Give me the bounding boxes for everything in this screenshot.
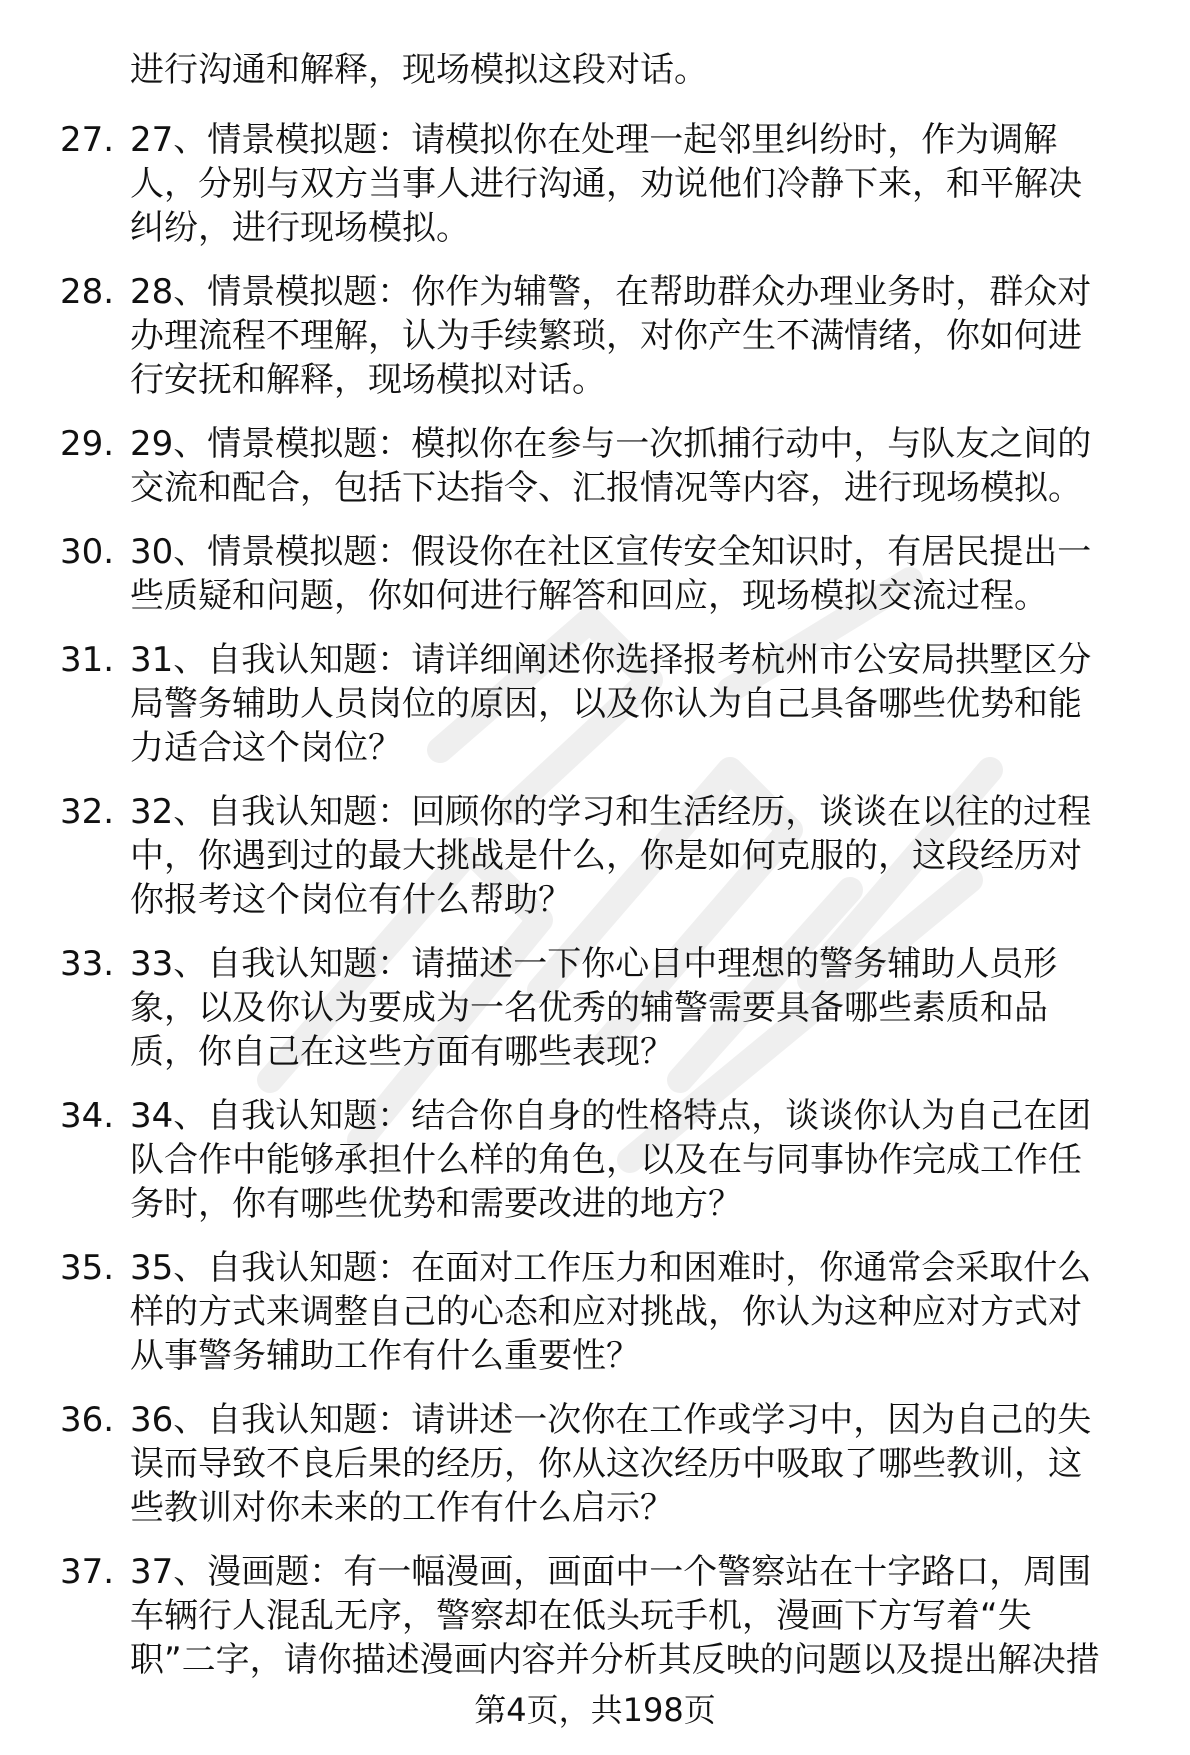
question-line: 务时，你有哪些优势和需要改进的地方？ — [130, 1184, 742, 1224]
question-text — [130, 1550, 1130, 1682]
question-number: 30. — [60, 532, 115, 572]
question-list — [0, 118, 1190, 1702]
question-item — [0, 1550, 1190, 1682]
question-number: 27. — [60, 120, 115, 160]
question-line: 人，分别与双方当事人进行沟通，劝说他们冷静下来，和平解决 — [130, 164, 1082, 204]
question-text — [130, 942, 1130, 1074]
question-line: 交流和配合，包括下达指令、汇报情况等内容，进行现场模拟。 — [130, 468, 1082, 508]
question-item — [0, 790, 1190, 922]
question-line: 力适合这个岗位？ — [130, 728, 402, 768]
question-line: 误而导致不良后果的经历，你从这次经历中吸取了哪些教训，这 — [130, 1444, 1082, 1484]
question-item — [0, 942, 1190, 1074]
question-line: 局警务辅助人员岗位的原因，以及你认为自己具备哪些优势和能 — [130, 684, 1082, 724]
continued-text: 进行沟通和解释，现场模拟这段对话。 — [130, 50, 708, 90]
question-item — [0, 1094, 1190, 1226]
question-number: 32. — [60, 792, 115, 832]
question-text — [130, 1094, 1130, 1226]
question-number: 33. — [60, 944, 115, 984]
question-line: 27、情景模拟题：请模拟你在处理一起邻里纠纷时，作为调解 — [130, 120, 1058, 160]
question-line: 样的方式来调整自己的心态和应对挑战，你认为这种应对方式对 — [130, 1292, 1082, 1332]
question-line: 中，你遇到过的最大挑战是什么，你是如何克服的，这段经历对 — [130, 836, 1082, 876]
question-number: 28. — [60, 272, 115, 312]
question-number: 35. — [60, 1248, 115, 1288]
question-line: 32、自我认知题：回顾你的学习和生活经历，谈谈在以往的过程 — [130, 792, 1092, 832]
question-line: 象，以及你认为要成为一名优秀的辅警需要具备哪些素质和品 — [130, 988, 1048, 1028]
question-text — [130, 790, 1130, 922]
question-item — [0, 118, 1190, 250]
question-line: 车辆行人混乱无序，警察却在低头玩手机，漫画下方写着“失 — [130, 1596, 1032, 1636]
question-text — [130, 1246, 1130, 1378]
question-text — [130, 530, 1130, 618]
question-line: 你报考这个岗位有什么帮助？ — [130, 880, 572, 920]
question-line: 些质疑和问题，你如何进行解答和回应，现场模拟交流过程。 — [130, 576, 1048, 616]
question-item — [0, 422, 1190, 510]
question-line: 纠纷，进行现场模拟。 — [130, 208, 470, 248]
question-line: 质，你自己在这些方面有哪些表现？ — [130, 1032, 674, 1072]
question-line: 34、自我认知题：结合你自身的性格特点，谈谈你认为自己在团 — [130, 1096, 1092, 1136]
question-line: 28、情景模拟题：你作为辅警，在帮助群众办理业务时，群众对 — [130, 272, 1092, 312]
question-line: 些教训对你未来的工作有什么启示？ — [130, 1488, 674, 1528]
question-item — [0, 270, 1190, 402]
page-footer: 第4页，共198页 — [474, 1691, 716, 1729]
question-line: 队合作中能够承担什么样的角色，以及在与同事协作完成工作任 — [130, 1140, 1082, 1180]
question-line: 31、自我认知题：请详细阐述你选择报考杭州市公安局拱墅区分 — [130, 640, 1092, 680]
question-line: 行安抚和解释，现场模拟对话。 — [130, 360, 606, 400]
question-line: 办理流程不理解，认为手续繁琐，对你产生不满情绪，你如何进 — [130, 316, 1082, 356]
question-number: 29. — [60, 424, 115, 464]
question-text — [130, 422, 1130, 510]
question-text — [130, 1398, 1130, 1530]
question-line: 35、自我认知题：在面对工作压力和困难时，你通常会采取什么 — [130, 1248, 1092, 1288]
question-line: 29、情景模拟题：模拟你在参与一次抓捕行动中，与队友之间的 — [130, 424, 1092, 464]
question-text — [130, 270, 1130, 402]
question-item — [0, 638, 1190, 770]
question-text — [130, 118, 1130, 250]
question-item — [0, 530, 1190, 618]
question-line: 从事警务辅助工作有什么重要性？ — [130, 1336, 640, 1376]
question-line: 30、情景模拟题：假设你在社区宣传安全知识时，有居民提出一 — [130, 532, 1092, 572]
question-line: 33、自我认知题：请描述一下你心目中理想的警务辅助人员形 — [130, 944, 1058, 984]
question-line: 职”二字，请你描述漫画内容并分析其反映的问题以及提出解决措 — [130, 1640, 1100, 1680]
question-number: 34. — [60, 1096, 115, 1136]
question-number: 37. — [60, 1552, 115, 1592]
question-number: 31. — [60, 640, 115, 680]
question-line: 36、自我认知题：请讲述一次你在工作或学习中，因为自己的失 — [130, 1400, 1092, 1440]
question-text — [130, 638, 1130, 770]
question-number: 36. — [60, 1400, 115, 1440]
question-item — [0, 1246, 1190, 1378]
question-item — [0, 1398, 1190, 1530]
question-line: 37、漫画题：有一幅漫画，画面中一个警察站在十字路口，周围 — [130, 1552, 1092, 1592]
